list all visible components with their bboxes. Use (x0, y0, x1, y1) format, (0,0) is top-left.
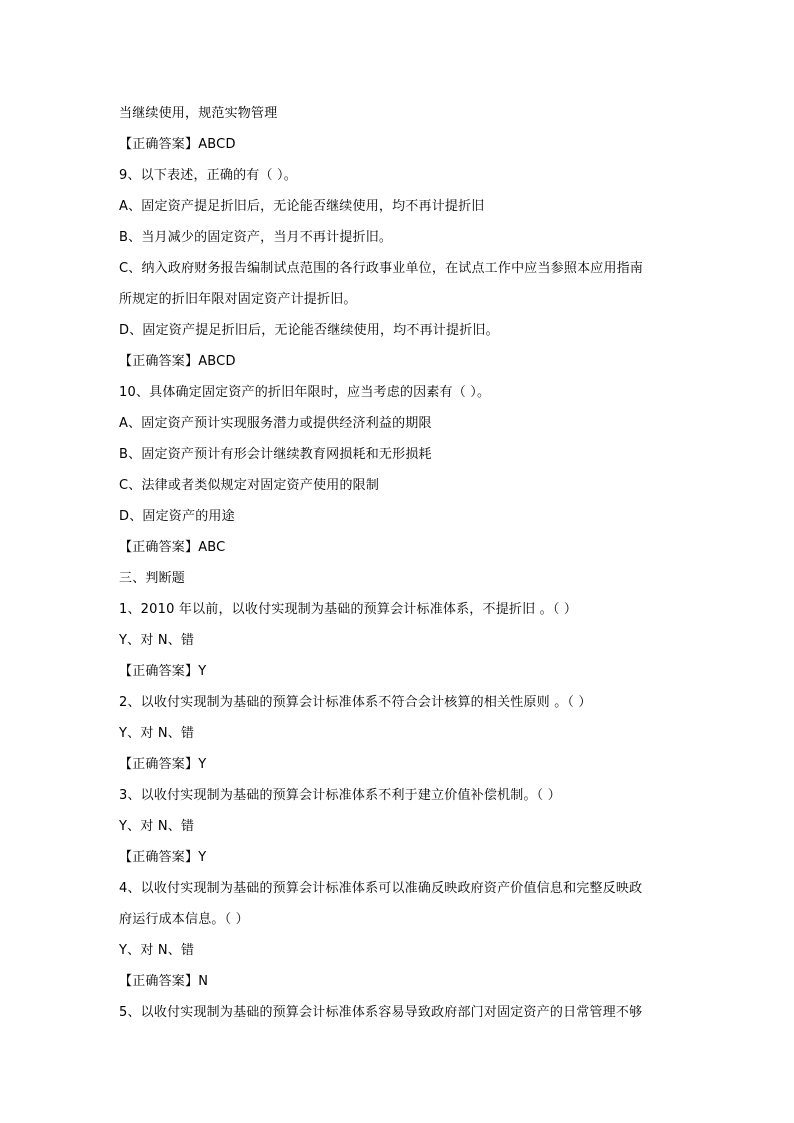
question-2: 2、以收付实现制为基础的预算会计标准体系不符合会计核算的相关性原则 。（ ） (119, 695, 592, 710)
text-line: 府运行成本信息。（ ） (119, 912, 249, 927)
option-line: D、固定资产提足折旧后，无论能否继续使用，均不再计提折旧。 (119, 323, 499, 338)
option-line: Y、对 N、错 (119, 943, 195, 958)
option-line: Y、对 N、错 (119, 819, 195, 834)
option-line: D、固定资产的用途 (119, 509, 235, 524)
answer-line: 【正确答案】N (119, 974, 209, 989)
option-line: Y、对 N、错 (119, 633, 195, 648)
option-line: B、当月减少的固定资产，当月不再计提折旧。 (119, 230, 393, 245)
question-10: 10、具体确定固定资产的折旧年限时，应当考虑的因素有（ ）。 (119, 385, 491, 400)
question-5: 5、以收付实现制为基础的预算会计标准体系容易导致政府部门对固定资产的日常管理不够 (119, 1005, 643, 1020)
section-heading: 三、判断题 (119, 571, 186, 586)
question-3: 3、以收付实现制为基础的预算会计标准体系不利于建立价值补偿机制。（ ） (119, 788, 561, 803)
answer-line: 【正确答案】ABC (119, 540, 226, 555)
option-line: A、固定资产提足折旧后，无论能否继续使用，均不再计提折旧 (119, 199, 485, 214)
answer-line: 【正确答案】Y (119, 757, 207, 772)
question-4: 4、以收付实现制为基础的预算会计标准体系可以准确反映政府资产价值信息和完整反映政 (119, 881, 643, 896)
text-line: 所规定的折旧年限对固定资产计提折旧。 (119, 292, 357, 307)
option-line: Y、对 N、错 (119, 726, 195, 741)
question-9: 9、以下表述，正确的有（ ）。 (119, 168, 297, 183)
answer-line: 【正确答案】ABCD (119, 354, 236, 369)
answer-line: 【正确答案】Y (119, 850, 207, 865)
text-line: 当继续使用，规范实物管理 (119, 106, 278, 121)
answer-line: 【正确答案】ABCD (119, 137, 236, 152)
option-line: B、固定资产预计有形会计继续教育网损耗和无形损耗 (119, 447, 432, 462)
option-line: A、固定资产预计实现服务潜力或提供经济利益的期限 (119, 416, 432, 431)
option-line: C、纳入政府财务报告编制试点范围的各行政事业单位，在试点工作中应当参照本应用指南 (119, 261, 644, 276)
option-line: C、法律或者类似规定对固定资产使用的限制 (119, 478, 380, 493)
question-1: 1、2010 年以前，以收付实现制为基础的预算会计标准体系，不提折旧 。（ ） (119, 602, 578, 617)
answer-line: 【正确答案】Y (119, 664, 207, 679)
